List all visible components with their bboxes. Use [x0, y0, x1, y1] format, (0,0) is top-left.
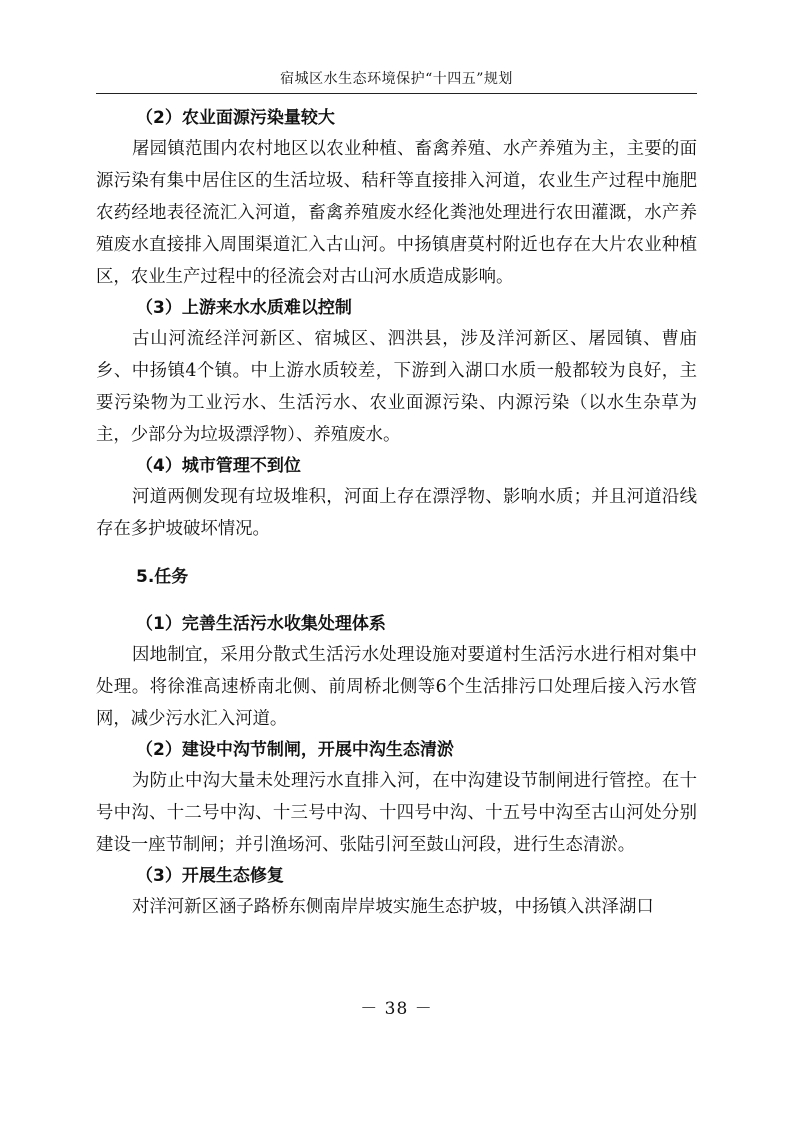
task-paragraph-ecological-restoration: 对洋河新区涵子路桥东侧南岸岸坡实施生态护坡，中扬镇入洪泽湖口	[132, 897, 654, 917]
section-heading-agricultural-pollution: （2）农业面源污染量较大	[136, 108, 335, 128]
section-heading-urban-management: （4）城市管理不到位	[136, 456, 301, 476]
task-heading-sewage-system: （1）完善生活污水收集处理体系	[136, 614, 386, 634]
running-header-title: 宿城区水生态环境保护“十四五”规划	[280, 71, 513, 87]
task-heading-sluice-gates: （2）建设中沟节制闸，开展中沟生态清淤	[136, 740, 454, 760]
task-paragraph-sewage-system: 因地制宜，采用分散式生活污水处理设施对要道村生活污水进行相对集中处理。将徐淮高速桥南北侧、前周桥北侧等6个生活排污口处理后接入污水管网，减少污水汇入河道。	[96, 645, 697, 729]
section-heading-upstream-water: （3）上游来水水质难以控制	[136, 298, 352, 318]
page-number: － 38 －	[360, 999, 433, 1019]
task-paragraph-sluice-gates: 为防止中沟大量未处理污水直排入河，在中沟建设节制闸进行管控。在十号中沟、十二号中沟、十三号中沟、十四号中沟、十五号中沟至古山河处分别建设一座节制闸；并引渔场河、张陆引河至鼓山河段，进行生态清淤。	[96, 771, 697, 855]
section-paragraph-agricultural-pollution: 屠园镇范围内农村地区以农业种植、畜禽养殖、水产养殖为主，主要的面源污染有集中居住区的生活垃圾、秸秆等直接排入河道，农业生产过程中施肥农药经地表径流汇入河道，畜禽养殖废水经化粪池处理进行农田灌溉，水产养殖废水直接排入周围渠道汇入古山河。中扬镇唐莫村附近也存在大片农业种植区，农业生产过程中的径流会对古山河水质造成影响。	[96, 139, 697, 287]
page-body	[96, 103, 697, 923]
section-paragraph-upstream-water: 古山河流经洋河新区、宿城区、泗洪县，涉及洋河新区、屠园镇、曹庙乡、中扬镇4个镇。中上游水质较差，下游到入湖口水质一般都较为良好，主要污染物为工业污水、生活污水、农业面源污染、内源污染（以水生杂草为主，少部分为垃圾漂浮物）、养殖废水。	[96, 329, 697, 445]
spacer	[96, 592, 697, 609]
task-heading-ecological-restoration: （3）开展生态修复	[136, 866, 284, 886]
tasks-heading: 5.任务	[136, 567, 189, 587]
section-paragraph-urban-management: 河道两侧发现有垃圾堆积，河面上存在漂浮物、影响水质；并且河道沿线存在多护坡破坏情况。	[96, 487, 697, 539]
header-divider	[96, 93, 697, 94]
spacer	[96, 545, 697, 562]
